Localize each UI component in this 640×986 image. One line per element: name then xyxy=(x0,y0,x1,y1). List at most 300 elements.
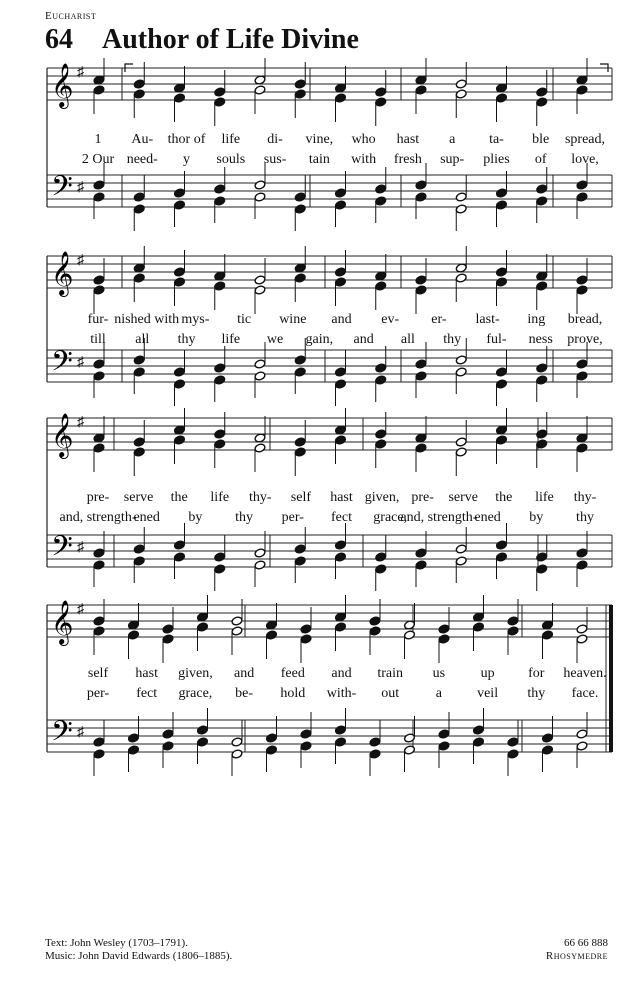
key-signature-sharp: ♯ xyxy=(77,65,84,80)
music-credit: Music: John David Edwards (1806–1885). xyxy=(45,950,233,962)
bass-note-head xyxy=(496,200,508,210)
bass-note-head xyxy=(266,745,278,755)
lyric-syllable: fect xyxy=(331,510,352,525)
lyric-syllable: er- xyxy=(431,312,447,327)
treble-note-head xyxy=(335,277,347,287)
lyric-syllable: per- xyxy=(281,510,304,525)
lyric-syllable: souls xyxy=(216,152,246,167)
bass-note-head xyxy=(128,745,140,755)
bass-note-head xyxy=(576,359,588,369)
bass-note-head xyxy=(542,745,554,755)
lyric-syllable: till xyxy=(90,332,106,347)
treble-note-head xyxy=(415,275,427,285)
key-signature-sharp: ♯ xyxy=(77,180,84,195)
treble-note-head xyxy=(174,277,186,287)
bass-note-head xyxy=(294,556,306,566)
bass-note-head xyxy=(93,737,105,747)
lyric-syllable: tic xyxy=(237,312,252,327)
lyric-syllable: out xyxy=(381,686,400,701)
bass-note-head xyxy=(473,737,485,747)
treble-note-head xyxy=(162,634,174,644)
bass-note-head xyxy=(496,188,508,198)
lyric-syllable: pre- xyxy=(411,490,434,505)
lyric-syllable: mys- xyxy=(181,312,210,327)
bass-note-head xyxy=(507,737,519,747)
treble-note-head xyxy=(455,89,467,99)
bass-note-head xyxy=(536,363,548,373)
bass-note-head xyxy=(214,564,226,574)
lyric-syllable: thy xyxy=(177,332,196,347)
tune-name: Rhosymedre xyxy=(545,950,608,962)
lyric-syllable: hast xyxy=(135,666,158,681)
treble-note-head xyxy=(438,634,450,644)
bass-note-head xyxy=(133,544,145,554)
treble-note-head xyxy=(300,624,312,634)
lyric-syllable: bread, xyxy=(567,312,603,327)
bass-note-head xyxy=(369,749,381,759)
lyric-syllable: serve xyxy=(448,490,479,505)
lyric-syllable: given, xyxy=(178,666,213,681)
treble-note-head xyxy=(294,89,306,99)
bass-note-head xyxy=(335,188,347,198)
bass-note-head xyxy=(174,379,186,389)
lyric-syllable: Au- xyxy=(131,132,154,147)
bass-note-head xyxy=(174,188,186,198)
treble-note-head xyxy=(496,93,508,103)
bass-note-head xyxy=(197,725,209,735)
lyric-syllable: nished with xyxy=(114,312,180,327)
treble-note-head xyxy=(375,281,387,291)
treble-note-head xyxy=(507,626,519,636)
bass-note-head xyxy=(335,367,347,377)
lyric-syllable: life xyxy=(221,132,241,147)
lyric-syllable: 2 Our xyxy=(81,152,115,167)
lyric-syllable: life xyxy=(210,490,230,505)
lyric-syllable: tain xyxy=(308,152,330,167)
bass-note-head xyxy=(496,379,508,389)
lyric-syllable: and, strength- xyxy=(59,510,137,525)
lyric-syllable: ened xyxy=(133,510,160,525)
bass-clef-icon: 𝄢 xyxy=(51,345,73,385)
bass-note-head xyxy=(576,548,588,558)
treble-note-head xyxy=(576,624,588,634)
treble-note-head xyxy=(473,622,485,632)
bass-note-head xyxy=(254,560,266,570)
treble-note-head xyxy=(455,79,467,89)
treble-note-head xyxy=(496,267,508,277)
lyric-syllable: ble xyxy=(532,132,550,147)
treble-clef-icon: 𝄞 xyxy=(51,413,74,457)
treble-note-head xyxy=(335,622,347,632)
bass-note-head xyxy=(536,196,548,206)
bass-note-head xyxy=(300,729,312,739)
bass-note-head xyxy=(93,749,105,759)
bass-note-head xyxy=(375,375,387,385)
lyric-syllable: and xyxy=(331,312,352,327)
lyric-syllable: and, strength- xyxy=(400,510,478,525)
bass-note-head xyxy=(576,180,588,190)
bass-note-head xyxy=(214,363,226,373)
bass-note-head xyxy=(335,379,347,389)
lyric-syllable: face. xyxy=(571,686,599,701)
lyric-syllable: a xyxy=(435,686,442,701)
bass-clef-icon: 𝄢 xyxy=(51,715,73,755)
bass-note-head xyxy=(576,741,588,751)
bass-note-head xyxy=(93,371,105,381)
lyric-syllable: veil xyxy=(477,686,499,701)
bass-note-head xyxy=(254,371,266,381)
lyric-syllable: and xyxy=(331,666,352,681)
treble-note-head xyxy=(576,275,588,285)
lyric-syllable: be- xyxy=(235,686,254,701)
lyric-syllable: thor of xyxy=(167,132,206,147)
bass-note-head xyxy=(507,749,519,759)
lyric-syllable: fresh xyxy=(393,152,422,167)
bass-note-head xyxy=(214,375,226,385)
bass-note-head xyxy=(536,375,548,385)
lyric-syllable: feed xyxy=(280,666,305,681)
bass-note-head xyxy=(294,355,306,365)
lyric-syllable: plies xyxy=(483,152,510,167)
key-signature-sharp: ♯ xyxy=(77,540,84,555)
lyric-syllable: hold xyxy=(280,686,306,701)
treble-note-head xyxy=(415,443,427,453)
bass-note-head xyxy=(133,556,145,566)
treble-note-head xyxy=(133,273,145,283)
bass-note-head xyxy=(576,371,588,381)
lyric-syllable: thy xyxy=(443,332,462,347)
lyric-syllable: life xyxy=(221,332,241,347)
bass-note-head xyxy=(473,725,485,735)
treble-note-head xyxy=(369,616,381,626)
lyric-syllable: us xyxy=(432,666,446,681)
treble-note-head xyxy=(576,443,588,453)
lyric-syllable: love, xyxy=(571,152,599,167)
treble-note-head xyxy=(294,437,306,447)
bass-note-head xyxy=(542,733,554,743)
text-credit: Text: John Wesley (1703–1791). xyxy=(45,937,188,949)
credits xyxy=(45,937,232,963)
lyric-syllable: sus- xyxy=(263,152,287,167)
bass-note-head xyxy=(300,741,312,751)
bass-note-head xyxy=(415,359,427,369)
treble-note-head xyxy=(375,429,387,439)
bass-note-head xyxy=(93,548,105,558)
bass-clef-icon: 𝄢 xyxy=(51,170,73,210)
bass-note-head xyxy=(375,196,387,206)
bass-note-head xyxy=(93,560,105,570)
bass-note-head xyxy=(294,192,306,202)
lyric-syllable: pre- xyxy=(86,490,110,505)
treble-note-head xyxy=(254,275,266,285)
bass-note-head xyxy=(294,544,306,554)
bass-note-head xyxy=(133,355,145,365)
bass-note-head xyxy=(455,192,467,202)
lyric-syllable: all xyxy=(400,332,415,347)
bass-note-head xyxy=(335,200,347,210)
bass-note-head xyxy=(335,725,347,735)
treble-note-head xyxy=(133,79,145,89)
lyric-syllable: the xyxy=(170,490,188,505)
lyric-syllable: thy xyxy=(235,510,254,525)
treble-note-head xyxy=(415,285,427,295)
final-thick-barline xyxy=(609,605,613,752)
lyric-syllable: di- xyxy=(267,132,283,147)
lyric-syllable: need- xyxy=(126,152,158,167)
treble-note-head xyxy=(455,273,467,283)
treble-note-head xyxy=(375,439,387,449)
lyric-syllable: grace, xyxy=(178,686,213,701)
bass-note-head xyxy=(496,540,508,550)
treble-note-head xyxy=(375,87,387,97)
bass-note-head xyxy=(455,556,467,566)
treble-note-head xyxy=(536,281,548,291)
treble-note-head xyxy=(536,87,548,97)
bass-note-head xyxy=(214,552,226,562)
lyric-syllable: given, xyxy=(364,490,400,505)
bass-note-head xyxy=(375,552,387,562)
treble-note-head xyxy=(266,630,278,640)
bass-note-head xyxy=(404,745,416,755)
treble-note-head xyxy=(300,634,312,644)
treble-note-head xyxy=(128,630,140,640)
treble-note-head xyxy=(197,622,209,632)
bass-note-head xyxy=(254,180,266,190)
treble-note-head xyxy=(335,435,347,445)
bass-note-head xyxy=(375,363,387,373)
bass-note-head xyxy=(455,544,467,554)
lyric-syllable: ev- xyxy=(381,312,400,327)
lyric-syllable: thy- xyxy=(249,490,272,505)
treble-note-head xyxy=(576,85,588,95)
treble-note-head xyxy=(174,435,186,445)
treble-note-head xyxy=(294,273,306,283)
bass-note-head xyxy=(174,552,186,562)
lyric-syllable: hast xyxy=(330,490,353,505)
bass-note-head xyxy=(294,204,306,214)
bass-note-head xyxy=(162,729,174,739)
lyric-syllable: y xyxy=(183,152,191,167)
bass-note-head xyxy=(335,737,347,747)
treble-note-head xyxy=(231,626,243,636)
lyric-syllable: by xyxy=(188,510,203,525)
treble-note-head xyxy=(214,97,226,107)
treble-note-head xyxy=(214,87,226,97)
hymn-category: Eucharist xyxy=(45,10,97,22)
treble-note-head xyxy=(174,267,186,277)
lyric-syllable: a xyxy=(449,132,456,147)
bass-note-head xyxy=(375,184,387,194)
treble-note-head xyxy=(133,89,145,99)
treble-note-head xyxy=(335,93,347,103)
hymn-title: Author of Life Divine xyxy=(102,24,359,55)
treble-note-head xyxy=(214,429,226,439)
treble-note-head xyxy=(93,626,105,636)
bass-note-head xyxy=(415,192,427,202)
treble-note-head xyxy=(375,97,387,107)
bass-clef-icon: 𝄢 xyxy=(51,530,73,570)
treble-note-head xyxy=(536,97,548,107)
bass-note-head xyxy=(415,560,427,570)
lyric-syllable: ful- xyxy=(486,332,507,347)
treble-note-head xyxy=(93,443,105,453)
lyric-syllable: gain, xyxy=(305,332,334,347)
treble-note-head xyxy=(507,616,519,626)
bass-note-head xyxy=(375,564,387,574)
lyric-syllable: fur- xyxy=(87,312,109,327)
bass-note-head xyxy=(294,367,306,377)
treble-note-head xyxy=(254,85,266,95)
lyric-syllable: ta- xyxy=(489,132,504,147)
lyric-syllable: fect xyxy=(136,686,158,701)
lyric-syllable: and xyxy=(233,666,255,681)
bass-note-head xyxy=(335,552,347,562)
treble-note-head xyxy=(231,616,243,626)
lyric-syllable: last- xyxy=(475,312,500,327)
bass-note-head xyxy=(93,359,105,369)
treble-note-head xyxy=(93,85,105,95)
bass-note-head xyxy=(93,180,105,190)
lyric-syllable: who xyxy=(351,132,376,147)
bass-note-head xyxy=(576,560,588,570)
lyric-syllable: up xyxy=(480,666,495,681)
lyric-syllable: hast xyxy=(396,132,420,147)
lyric-syllable: thy xyxy=(576,510,594,525)
treble-note-head xyxy=(404,630,416,640)
treble-note-head xyxy=(174,93,186,103)
treble-note-head xyxy=(438,624,450,634)
lyric-syllable: self xyxy=(87,666,109,681)
bass-note-head xyxy=(415,371,427,381)
lyric-syllable: thy xyxy=(527,686,546,701)
bass-note-head xyxy=(496,367,508,377)
bass-note-head xyxy=(415,180,427,190)
lyric-syllable: the xyxy=(495,490,513,505)
lyric-syllable: for xyxy=(528,666,545,681)
treble-note-head xyxy=(455,447,467,457)
lyric-syllable: by xyxy=(529,510,544,525)
bass-note-head xyxy=(214,184,226,194)
bass-note-head xyxy=(536,184,548,194)
treble-note-head xyxy=(369,626,381,636)
lyric-syllable: vine, xyxy=(305,132,334,147)
bass-note-head xyxy=(231,749,243,759)
bass-note-head xyxy=(576,192,588,202)
bass-note-head xyxy=(335,540,347,550)
lyric-syllable: heaven. xyxy=(563,666,607,681)
lyric-syllable: ened xyxy=(474,510,501,525)
bass-note-head xyxy=(438,729,450,739)
bass-note-head xyxy=(438,741,450,751)
lyric-syllable: per- xyxy=(86,686,110,701)
bass-note-head xyxy=(254,548,266,558)
lyric-syllable: prove, xyxy=(567,332,603,347)
treble-note-head xyxy=(162,624,174,634)
key-signature-sharp: ♯ xyxy=(77,355,84,370)
lyric-syllable: serve xyxy=(123,490,154,505)
treble-note-head xyxy=(254,443,266,453)
treble-note-head xyxy=(294,447,306,457)
treble-note-head xyxy=(93,285,105,295)
lyric-syllable: sup- xyxy=(440,152,465,167)
bass-note-head xyxy=(415,548,427,558)
treble-note-head xyxy=(415,85,427,95)
key-signature-sharp: ♯ xyxy=(77,253,84,268)
bass-note-head xyxy=(455,355,467,365)
lyric-syllable: ing xyxy=(527,312,546,327)
treble-note-head xyxy=(576,285,588,295)
bass-note-head xyxy=(174,200,186,210)
treble-note-head xyxy=(133,437,145,447)
lyric-syllable: all xyxy=(135,332,150,347)
bass-note-head xyxy=(254,359,266,369)
bass-note-head xyxy=(174,367,186,377)
treble-note-head xyxy=(254,285,266,295)
treble-note-head xyxy=(93,616,105,626)
bass-note-head xyxy=(197,737,209,747)
meter: 66 66 888 xyxy=(564,937,608,949)
meter-block xyxy=(546,937,608,963)
bass-note-head xyxy=(231,737,243,747)
bass-note-head xyxy=(133,192,145,202)
bass-note-head xyxy=(455,204,467,214)
lyric-syllable: ness xyxy=(528,332,553,347)
treble-note-head xyxy=(496,435,508,445)
key-signature-sharp: ♯ xyxy=(77,725,84,740)
bass-note-head xyxy=(576,729,588,739)
treble-note-head xyxy=(294,79,306,89)
lyric-syllable: of xyxy=(534,152,547,167)
lyric-syllable: wine xyxy=(279,312,307,327)
lyric-syllable: thy- xyxy=(573,490,597,505)
treble-note-head xyxy=(93,275,105,285)
lyric-syllable: spread, xyxy=(564,132,606,147)
lyric-syllable: we xyxy=(266,332,284,347)
key-signature-sharp: ♯ xyxy=(77,415,84,430)
treble-note-head xyxy=(542,630,554,640)
lyric-syllable: self xyxy=(290,490,312,505)
treble-note-head xyxy=(214,281,226,291)
lyric-syllable: and xyxy=(353,332,374,347)
treble-note-head xyxy=(133,447,145,457)
lyric-syllable: life xyxy=(535,490,554,505)
treble-clef-icon: 𝄞 xyxy=(51,63,74,107)
treble-clef-icon: 𝄞 xyxy=(51,600,74,644)
key-signature-sharp: ♯ xyxy=(77,602,84,617)
bass-note-head xyxy=(93,192,105,202)
bass-note-head xyxy=(404,733,416,743)
treble-note-head xyxy=(335,267,347,277)
lyric-syllable: with- xyxy=(326,686,357,701)
bass-note-head xyxy=(162,741,174,751)
bass-note-head xyxy=(128,733,140,743)
bass-note-head xyxy=(254,192,266,202)
treble-clef-icon: 𝄞 xyxy=(51,251,74,295)
bass-note-head xyxy=(496,552,508,562)
bass-note-head xyxy=(133,367,145,377)
lyric-syllable: grace, xyxy=(373,510,408,525)
lyric-syllable: with xyxy=(351,152,377,167)
bass-note-head xyxy=(266,733,278,743)
bass-note-head xyxy=(174,540,186,550)
lyric-syllable: train xyxy=(377,666,404,681)
treble-note-head xyxy=(214,439,226,449)
bass-note-head xyxy=(369,737,381,747)
bass-note-head xyxy=(455,367,467,377)
treble-note-head xyxy=(576,634,588,644)
hymn-number: 64 xyxy=(45,24,73,55)
bass-note-head xyxy=(133,204,145,214)
